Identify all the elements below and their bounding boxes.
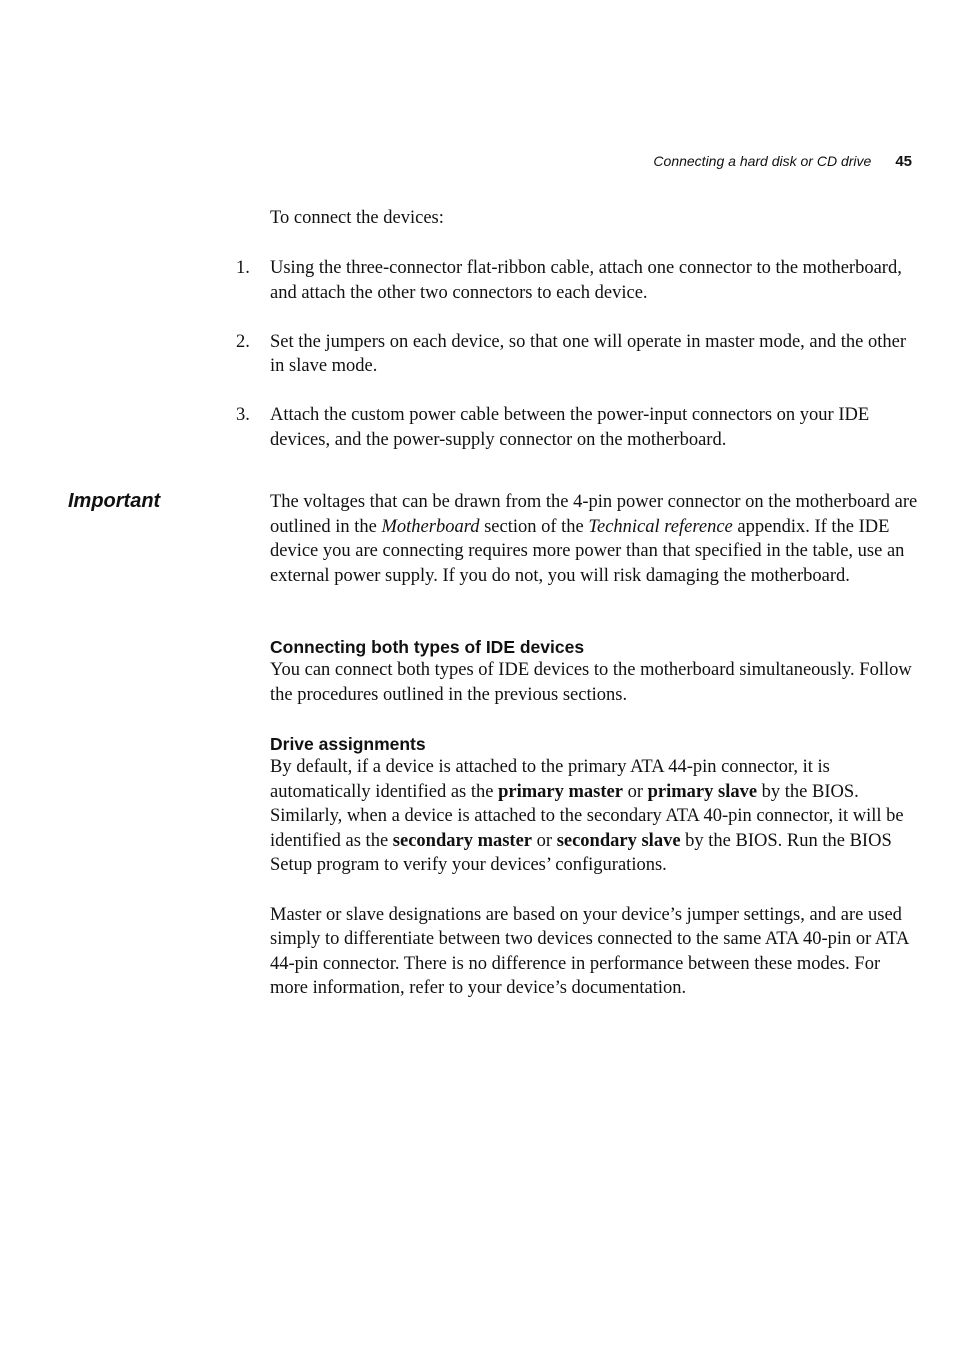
step-number: 2. xyxy=(236,331,250,352)
term-primary-slave: primary slave xyxy=(647,781,758,802)
section-heading: Drive assignments xyxy=(270,734,426,754)
section-heading: Connecting both types of IDE devices xyxy=(270,637,585,657)
important-text-part: The voltages that can be drawn from the 4-pin power connector on the motherboard are outlined in the xyxy=(270,492,918,537)
page-number: 45 xyxy=(895,153,912,170)
motherboard-reference: Motherboard xyxy=(381,516,480,537)
section-drive-assignments xyxy=(270,733,920,1001)
paragraph-text-part: By default, if a device is attached to the primary ATA 44-pin connector, it is automatically identified as the xyxy=(270,757,830,802)
term-primary-master: primary master xyxy=(498,781,623,802)
important-text-part: section of the xyxy=(479,516,589,537)
term-secondary-master: secondary master xyxy=(392,830,533,851)
step-text: Using the three-connector flat-ribbon cable, attach one connector to the motherboard, and attach the other two connectors to each device. xyxy=(270,258,902,303)
list-item xyxy=(236,330,920,379)
step-text: Attach the custom power cable between the power-input connectors on your IDE devices, and the power-supply connector on the motherboard. xyxy=(270,405,870,450)
header-title: Connecting a hard disk or CD drive xyxy=(653,153,872,169)
section-both-ide-types xyxy=(270,636,920,707)
important-label: Important xyxy=(68,490,161,512)
paragraph-text-part: or xyxy=(622,781,648,802)
important-text xyxy=(270,490,920,588)
steps-list xyxy=(236,256,920,452)
section-paragraph: You can connect both types of IDE devices to the motherboard simultaneously. Follow the procedures outlined in the previous sections. xyxy=(270,660,912,705)
running-header xyxy=(653,151,912,172)
section-paragraph: Master or slave designations are based on your device’s jumper settings, and are used simply to differentiate between two devices connected to the same ATA 40-pin or ATA 44-pin connector. There is no difference in performance between these modes. For more information, refer to your device’s documentation. xyxy=(270,904,909,999)
step-number: 1. xyxy=(236,258,250,278)
paragraph-text-part: or xyxy=(532,830,557,851)
paragraph-text-part: by the BIOS. Similarly, when a device is attached to the secondary ATA 40-pin connector, it will be identified as the xyxy=(270,781,904,851)
step-number: 3. xyxy=(236,405,250,426)
term-secondary-slave: secondary slave xyxy=(556,830,681,851)
list-item xyxy=(236,256,920,305)
step-text: Set the jumpers on each device, so that one will operate in master mode, and the other in slave mode. xyxy=(270,331,906,377)
paragraph-text-part: by the BIOS. Run the BIOS Setup program to verify your devices’ configurations. xyxy=(270,830,892,876)
intro-text: To connect the devices: xyxy=(270,208,444,228)
section-paragraph xyxy=(270,755,920,878)
list-item xyxy=(236,403,920,452)
technical-reference: Technical reference xyxy=(588,516,733,537)
important-text-part: appendix. If the IDE device you are connecting requires more power than that specified in the table, use an external power supply. If you do not, you will risk damaging the motherboard. xyxy=(270,516,905,586)
